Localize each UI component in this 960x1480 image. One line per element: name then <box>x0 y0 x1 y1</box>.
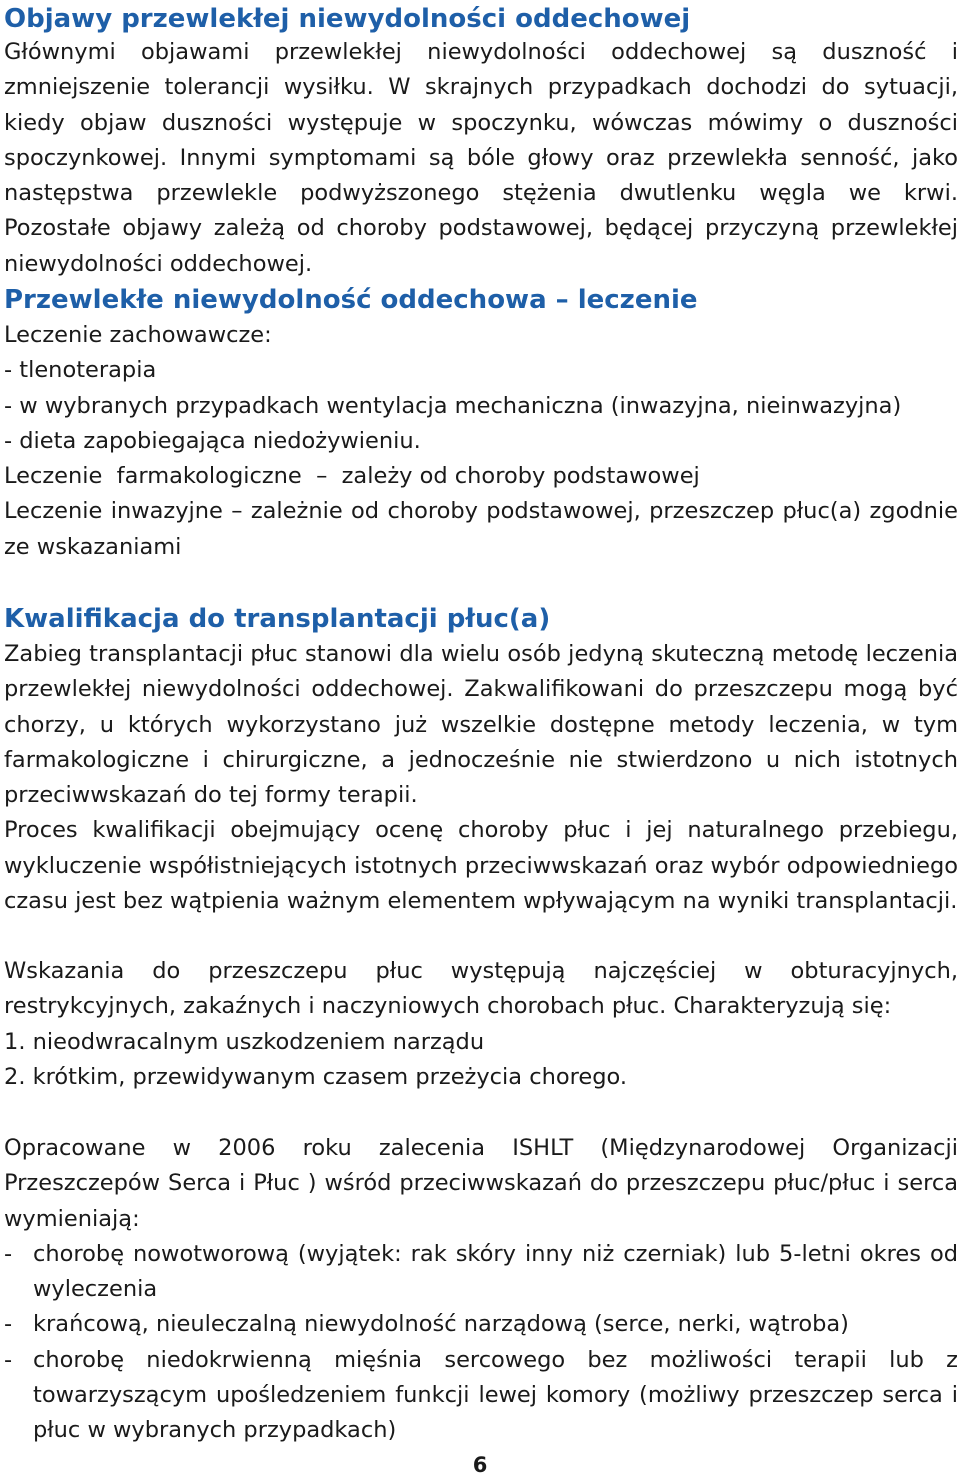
contraindication-item <box>4 1343 958 1449</box>
qualification-paragraph-2: Proces kwalifikacji obejmujący ocenę choroby płuc i jej naturalnego przebiegu, wykluczenie współistniejących istotnych przeciwwskazań oraz wybór odpowiedniego czasu jest bez wątpienia ważnym elementem wpływającym na wyniki transplantacji. <box>4 817 958 915</box>
symptoms-paragraph: Głównymi objawami przewlekłej niewydolności oddechowej są duszność i zmniejszenie tolerancji wysiłku. W skrajnych przypadkach dochodzi do sytuacji, kiedy objaw duszności występuje w spoczynku, wówczas mówimy o duszności spoczynkowej. Innymi symptomami są bóle głowy oraz przewlekła senność, jako następstwa przewlekle podwyższonego stężenia dwutlenku węgla we krwi. Pozostałe objawy zależą od choroby podstawowej, będącej przyczyną przewlekłej niewydolności oddechowej. <box>4 39 958 277</box>
list-item-text: chorobę nowotworową (wyjątek: rak skóry inny niż czerniak) lub 5-letni okres od wyleczenia <box>33 1240 958 1303</box>
indications-item: 2. krótkim, przewidywanym czasem przeżycia chorego. <box>4 1063 628 1090</box>
contraindications-block <box>4 1131 958 1449</box>
qualification-block <box>4 637 958 919</box>
treatment-paragraph: Leczenie inwazyjne – zależnie od choroby podstawowej, przeszczep płuc(a) zgodnie ze wskazaniami <box>4 498 958 560</box>
contraindication-item <box>4 1307 958 1342</box>
list-item-text: krańcową, nieuleczalną niewydolność narządową (serce, nerki, wątroba) <box>33 1311 849 1338</box>
treatment-line: Leczenie farmakologiczne – zależy od choroby podstawowej <box>4 463 700 490</box>
treatment-line: - w wybranych przypadkach wentylacja mechaniczna (inwazyjna, nieinwazyjna) <box>4 392 902 419</box>
heading-treatment: Przewlekłe niewydolność oddechowa – leczenie <box>4 285 698 315</box>
page-number: 6 <box>472 1453 488 1477</box>
qualification-paragraph-1: Zabieg transplantacji płuc stanowi dla wielu osób jedyną skuteczną metodę leczenia przewlekłej niewydolności oddechowej. Zakwalifikowani do przeszczepu mogą być chorzy, u których wykorzystano już wszelkie dostępne metody leczenia, w tym farmakologiczne i chirurgiczne, a jednocześnie nie stwierdzono u nich istotnych przeciwwskazań do tej formy terapii. <box>4 641 958 809</box>
treatment-line: - tlenoterapia <box>4 357 157 384</box>
list-dash: - <box>4 1311 13 1338</box>
heading-qualification: Kwalifikacja do transplantacji płuc(a) <box>4 604 551 634</box>
contraindication-item <box>4 1237 958 1308</box>
heading-symptoms: Objawy przewlekłej niewydolności oddechowej <box>4 4 691 34</box>
indications-block <box>4 954 958 1095</box>
treatment-line: - dieta zapobiegająca niedożywieniu. <box>4 427 421 454</box>
list-dash: - <box>4 1240 13 1267</box>
list-item-text: chorobę niedokrwienną mięśnia sercowego bez możliwości terapii lub z towarzyszącym upośledzeniem funkcji lewej komory (możliwy przeszczep serca i płuc w wybranych przypadkach) <box>33 1346 958 1444</box>
list-dash: - <box>4 1346 13 1373</box>
treatment-line: Leczenie zachowawcze: <box>4 322 272 348</box>
treatment-block <box>4 318 958 565</box>
indications-item: 1. nieodwracalnym uszkodzeniem narządu <box>4 1028 485 1055</box>
indications-paragraph: Wskazania do przeszczepu płuc występują najczęściej w obturacyjnych, restrykcyjnych, zakaźnych i naczyniowych chorobach płuc. Charakteryzują się: <box>4 958 958 1020</box>
contraindications-paragraph: Opracowane w 2006 roku zalecenia ISHLT (Międzynarodowej Organizacji Przeszczepów Serca i Płuc ) wśród przeciwwskazań do przeszczepu płuc/płuc i serca wymieniają: <box>4 1135 958 1232</box>
